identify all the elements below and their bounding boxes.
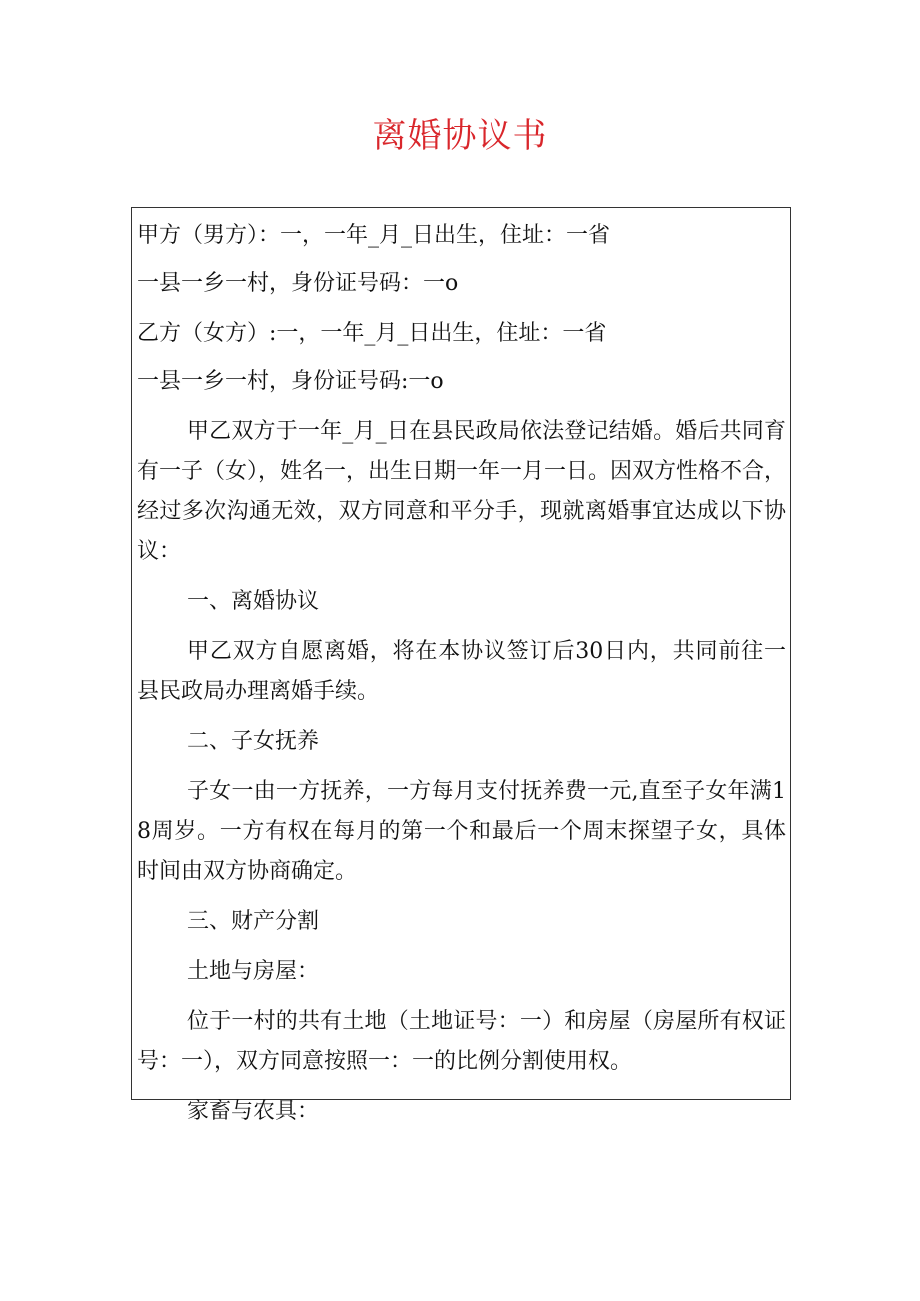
intro-paragraph: 甲乙双方于一年_月_日在县民政局依法登记结婚。婚后共同育有一子（女），姓名一，出生日期一年一月一日。因双方性格不合，经过多次沟通无效，双方同意和平分手，现就离婚事宜达成以下协议： (137, 419, 787, 564)
party-a-line1: 甲方（男方）：一，一年_月_日出生，住址：一省 (137, 223, 611, 248)
section-3-heading: 三、财产分割 (187, 909, 320, 934)
document-frame (131, 207, 791, 1124)
livestock-heading: 家畜与农具： (187, 1099, 320, 1124)
land-heading: 土地与房屋： (187, 959, 320, 984)
section-2-heading: 二、子女抚养 (187, 729, 320, 754)
document-title: 离婚协议书 (372, 116, 548, 156)
land-body: 位于一村的共有土地（土地证号：一）和房屋（房屋所有权证号：一），双方同意按照一：一的比例分割使用权。 (137, 1009, 786, 1074)
party-b-line1: 乙方（女方）:一，一年_月_日出生，住址：一省 (137, 321, 607, 346)
section-1-heading: 一、离婚协议 (187, 589, 320, 614)
section-1-body: 甲乙双方自愿离婚，将在本协议签订后30日内，共同前往一县民政局办理离婚手续。 (137, 639, 786, 704)
party-a-line2: 一县一乡一村，身份证号码：一o (137, 271, 459, 296)
party-b-line2: 一县一乡一村，身份证号码:一o (137, 369, 444, 394)
section-2-body: 子女一由一方抚养，一方每月支付抚养费一元,直至子女年满18周岁。一方有权在每月的第一个和最后一个周末探望子女，具体时间由双方协商确定。 (137, 779, 786, 884)
